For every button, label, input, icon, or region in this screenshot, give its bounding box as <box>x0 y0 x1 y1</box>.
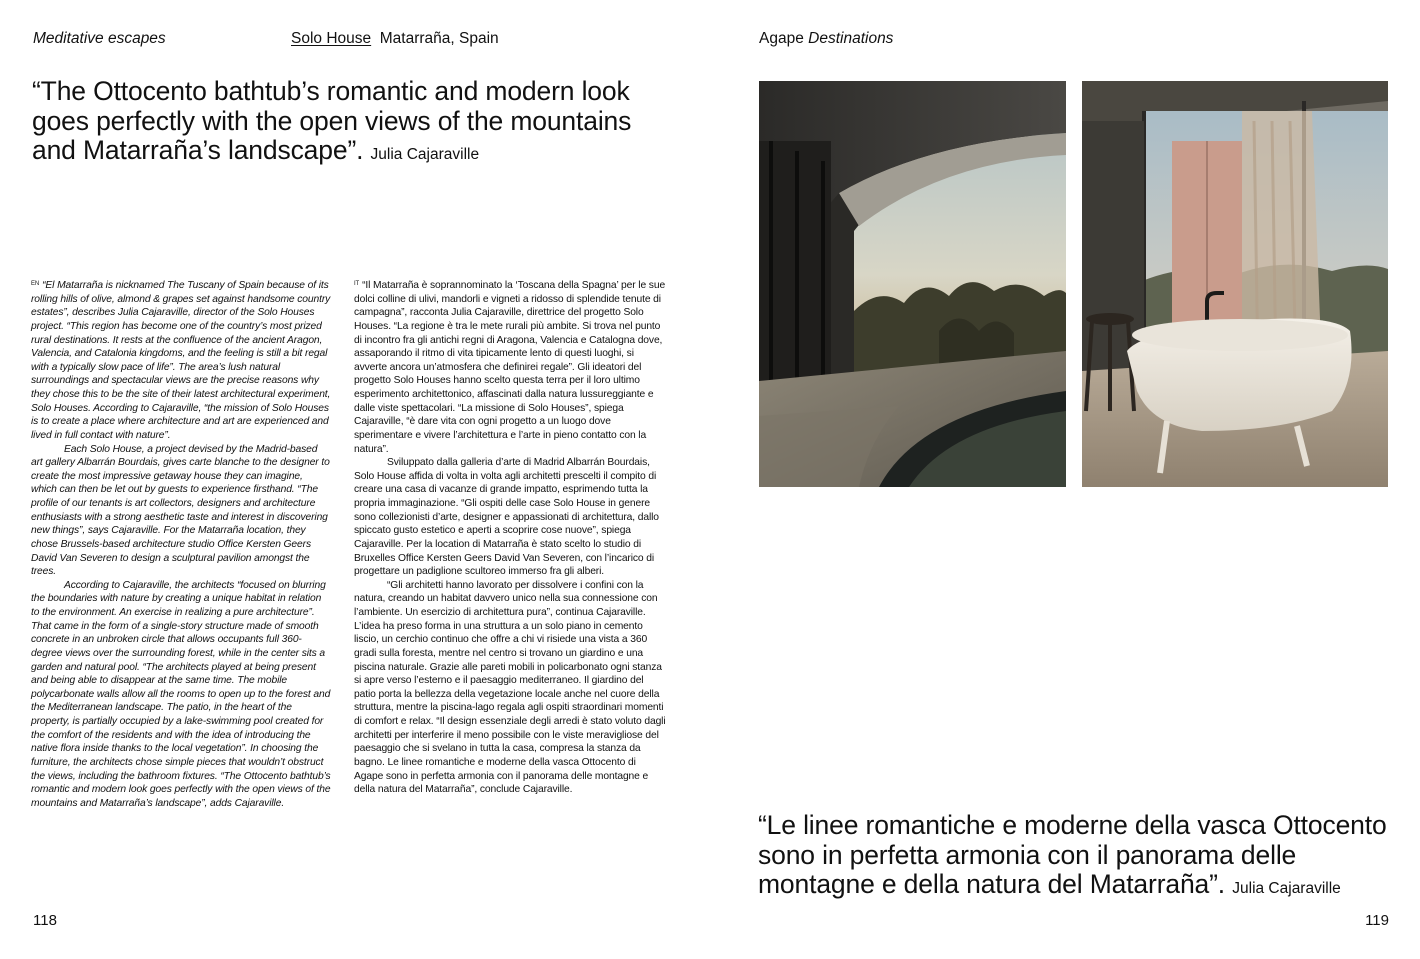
pull-quote-english <box>32 77 672 170</box>
right-page <box>710 0 1420 959</box>
project-header <box>291 29 499 49</box>
section-title: Meditative escapes <box>33 30 166 47</box>
pull-quote-attribution: Julia Cajaraville <box>1232 880 1341 897</box>
magazine-name: Agape <box>759 30 804 47</box>
article-paragraph: Sviluppato dalla galleria d’arte di Madrid Albarrán Bourdais, Solo House affida di volta in volta agli architetti prescelti il compito di creare una casa di vacanze di grande impatto, esprimendo tutta la propria immaginazione. “Gli ospiti delle case Solo House in genere sono collezionisti d’arte, designer e appassionati di architettura, dallo spiccato gusto estetico e aperti a scoprire cose nuove”, spiega Cajaraville. Per la location di Matarraña è stato scelto lo studio di Bruxelles Office Kersten Geers David Van Severen, con l’incarico di progettare un padiglione scultoreo immerso fra gli alberi. <box>354 457 659 578</box>
article-paragraph: $^{IT}$ “Il Matarraña è soprannominato la ‘Toscana della Spagna’ per le sue dolci colline di ulivi, mandorli e vigneti a ridosso di splendide tenute di campagna”, racconta Julia Cajaraville, direttrice del progetto Solo Houses. “La regione è tra le mete rurali più ambite. Si trova nel punto di incontro fra gli antichi regni di Aragona, Valencia e Catalogna dove, assaporando il ritmo di vita tipicamente lento di questi luoghi, si avverte ancora un’atmosfera che definirei regale”. Gli ideatori del progetto Solo Houses hanno scelto questa terra per il loro ultimo esperimento architettonico, affascinati dalla natura lussureggiante e dalle viste spettacolari. “La missione di Solo Houses”, spiega Cajaraville, “è dare vita con ogni progetto a un luogo dove sperimentare e vivere l’architettura e l’arte in pieno contatto con la natura”. <box>354 280 666 455</box>
magazine-header <box>759 29 893 49</box>
photo-curved-terrace <box>759 81 1066 487</box>
pull-quote-text: “Le linee romantiche e moderne della vasca Ottocento sono in perfetta armonia con il panorama delle montagne e della natura del Matarraña”. <box>758 810 1387 899</box>
article-paragraph: According to Cajaraville, the architects “focused on blurring the boundaries with nature by creating a unique habitat in relation to the environment. An exercise in realizing a pure architecture”. That came in the form of a single-story structure made of smooth concrete in an unbroken circle that allows occupants full 360-degree views over the surrounding forest, while in the center sits a garden and natural pool. “The architects played at being present and being able to disappear at the same time. The mobile polycarbonate walls allow all the rooms to open up to the forest and the Mediterranean landscape. The patio, in the heart of the property, is partially occupied by a lake-swimming pool created for the comfort of the residents and with the idea of introducing the native flora inside thanks to the local vegetation”. In choosing the furniture, the architects chose simple pieces that wouldn’t obstruct the views, including the bathroom fixtures. “The Ottocento bathtub’s romantic and modern look goes perfectly with the open views of the mountains and Matarraña’s landscape”, adds Cajaraville. <box>31 579 331 809</box>
article-paragraph: Each Solo House, a project devised by the Madrid-based art gallery Albarrán Bourdais, gives carte blanche to the designer to create the most impressive getaway house they can imagine, which can then be let out by guests to experience firsthand. “The profile of our tenants is art collectors, designers and architecture enthusiasts with a strong aesthetic taste and interest in discovering new things”, says Cajaraville. For the Matarraña location, they chose Brussels-based architecture studio Office Kersten Geers David Van Severen to design a sculptural pavilion amongst the trees. <box>31 443 330 578</box>
pull-quote-text: “The Ottocento bathtub’s romantic and modern look goes perfectly with the open views of the mountains and Matarraña’s landscape”. <box>32 76 632 165</box>
page-number-right: 119 <box>1365 912 1389 929</box>
magazine-section: Destinations <box>808 30 894 47</box>
page-number-left: 118 <box>33 912 57 929</box>
project-location: Matarraña, Spain <box>379 30 499 47</box>
language-tag-en: EN <box>31 281 40 287</box>
article-paragraph: $^{EN}$ “El Matarraña is nicknamed The Tuscany of Spain because of its rolling hills of olive, almond & grapes set against handsome country estates”, describes Julia Cajaraville, director of the Solo Houses project. “This region has become one of the country’s most prized rural destinations. It rests at the confluence of the ancient Aragon, Valencia, and Catalonia kingdoms, and the feeling is still a bit regal with a typically slow pace of life”. The area’s lush natural surroundings and spectacular views are the precise reasons why they chose this to be the site of their latest architectural experiment, Solo Houses. According to Cajaraville, “the mission of Solo Houses is to create a place where architecture and art are experienced and lived in full contact with nature”. <box>31 280 331 441</box>
article-column-english <box>31 278 331 810</box>
photo-bathtub-interior <box>1082 81 1388 487</box>
pull-quote-italian <box>758 811 1408 904</box>
project-name: Solo House <box>291 30 372 47</box>
article-column-italian <box>354 278 666 797</box>
article-paragraph: “Gli architetti hanno lavorato per dissolvere i confini con la natura, creando un habitat davvero unico nella sua connessione con l’ambiente. Un esercizio di architettura pura”, continua Cajaraville. L’idea ha preso forma in una struttura a un solo piano in cemento liscio, un cerchio continuo che offre a chi vi risiede una vista a 360 gradi sulla foresta, mentre nel centro si trovano un giardino e una piscina naturale. Grazie alle pareti mobili in policarbonato ogni stanza si apre verso l’esterno e il paesaggio mediterraneo. Il giardino del patio porta la bellezza della vegetazione locale anche nel cuore della struttura, mentre la piscina-lago regala agli ospiti straordinari momenti di comfort e relax. “Il design essenziale degli arredi è stato voluto dagli architetti per interferire il meno possibile con le viste meravigliose del paesaggio che si svelano in tutta la casa, compresa la stanza da bagno. Le linee romantiche e moderne della vasca Ottocento di Agape sono in perfetta armonia con il panorama delle montagne e della natura del Matarraña”, conclude Cajaraville. <box>354 579 666 796</box>
pull-quote-attribution: Julia Cajaraville <box>370 146 480 163</box>
language-tag-it: IT <box>354 281 360 287</box>
